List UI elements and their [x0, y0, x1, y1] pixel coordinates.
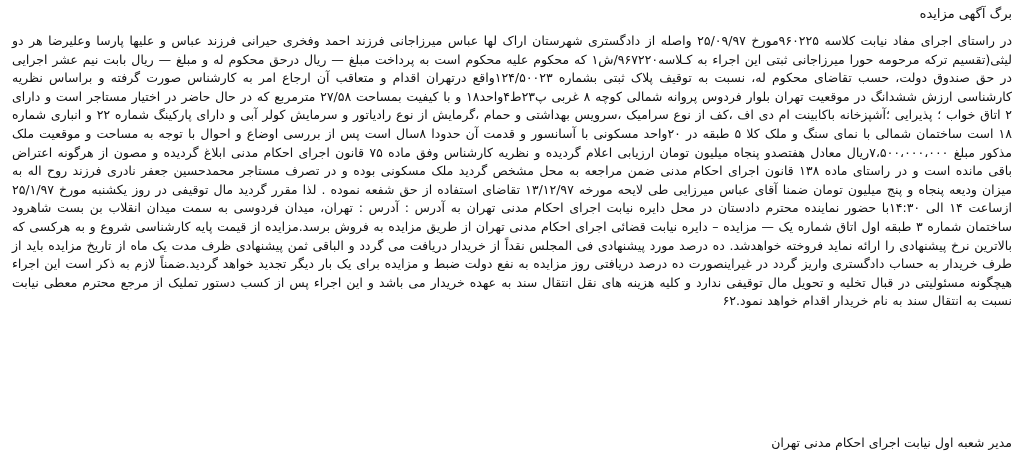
- notice-signature: مدیر شعبه اول نیابت اجرای احکام مدنی تهران: [771, 435, 1012, 450]
- notice-body: در راستای اجرای مفاد نیابت کلاسه ۹۶۰۲۲۵مورخ ۲۵/۰۹/۹۷ واصله از دادگستری شهرستان اراک لها عباس میرزاجانی فرزند احمد وفخری حیرانی فرزند عباس و علیها پارسا وعلیرضا هر دو لیثی(تقسیم ترکه مرحومه حورا میرزاجانی ثبتی این اجراء به کـلاسه۹۶۷۲۲۰/ش۱ که محکوم علیه محکوم است به پرداخت مبلغ — ریال درحق محکوم له و مبلغ — ریال بابت نیم عشر اجرایی در حق صندوق دولت، حسب تقاضای محکوم له، نسبت به توقیف پلاک ثبتی بشماره ۱۲۴/۵۰۰۲۳واقع درتهران اقدام و متعاقب آن ارجاع امر به کارشناس صورت گرفته و براساس نظریه کارشناسی ارزش ششدانگ در موقعیت تهران بلوار فردوس پروانه شمالی کوچه ۸ غربی پ۲۳ط۴واحد۱۸ و با کیفیت بمساحت ۲۷/۵۸ مترمربع که در حال حاضر در اختیار مستاجر است و دارای ۲ اتاق خواب ؛ پذیرایی ؛آشپزخانه باکابینت ام دی اف ،کف از نوع سرامیک ،سرویس بهداشتی و حمام ،گرمایش از نوع رادیاتور و سرمایش کولر آبی و دارای پارکینگ شماره ۲۲ و انباری شماره ۱۸ است ساختمان شمالی با نمای سنگ و ملک کلا ۵ طبقه در ۲۰واحد مسکونی با آسانسور و قدمت آن حدودا ۸سال است پس از بررسی اوضاع و احوال با توجه به مساحت و موقعیت ملک مذکور مبلغ ۷،۵۰۰،۰۰۰،۰۰۰ریال معادل هفتصدو پنجاه میلیون تومان ارزیابی اعلام گردیده و نظریه کارشناس وفق ماده ۷۵ قانون اجرای احکام مدنی ابلاغ گردیده و مصون از هرگونه اعتراض باقی مانده است و در راستای ماده ۱۳۸ قانون اجرای احکام مدنی ضمن مراجعه به محل مشخص گردید ملک مسکونی بوده و در تصرف مستاجر محمدحسین جعفر نادری فرزند روح اله به میزان ودیعه پنجاه و پنج میلیون تومان ضمنا آقای عباس میرزایی طی لایحه مورخه ۱۳/۱۲/۹۷ تقاضای استفاده از حق شفعه نموده . لذا مقرر گردید مال توقیفی در روز یکشنبه مورخ ۲۵/۱/۹۷ ازساعت ۱۴ الی ۱۴:۳۰با حضور نماینده محترم دادستان در محل دایره نیابت اجرای احکام مدنی تهران به آدرس : آدرس : تهران، میدان فردوسی به سمت میدان انقلاب بن بست شاهرود ساختمان شماره ۳ طبقه اول اتاق شماره یک — مزایده – دایره نیابت قضائی اجرای احکام مدنی تهران از طریق مزایده به فروش برسد.مزایده از قیمت پایه کارشناسی شروع و به هرکسی که بالاترین نرخ پیشنهادی را ارائه نماید فروخته خواهدشد. ده درصد مورد پیشنهادی فی المجلس نقداً از خریدار دریافت می گردد و الباقی ثمن پیشنهادی ظرف مدت یک ماه از تاریخ مزایده باید از طرف خریدار به حساب دادگستری واریز گردد در غیراینصورت ده درصد دریافتی روز مزایده به نفع دولت ضبط و مزایده برای یک بار دیگر تجدید خواهد گردید.ضمناً لازم به ذکر است این اجراء هیچگونه مسئولیتی در قبال تخلیه و تحویل مال توقیفی ندارد و کلیه هزینه های نقل انتقال سند به عهده خریدار می باشد و این اجراء پس از کسب دستور تملیک از مرجع محترم معطی نیابت نسبت به انتقال سند به نام خریدار اقدام خواهد نمود.۶۲: [12, 33, 1013, 309]
- notice-title: برگ آگهی مزایده: [919, 7, 1012, 22]
